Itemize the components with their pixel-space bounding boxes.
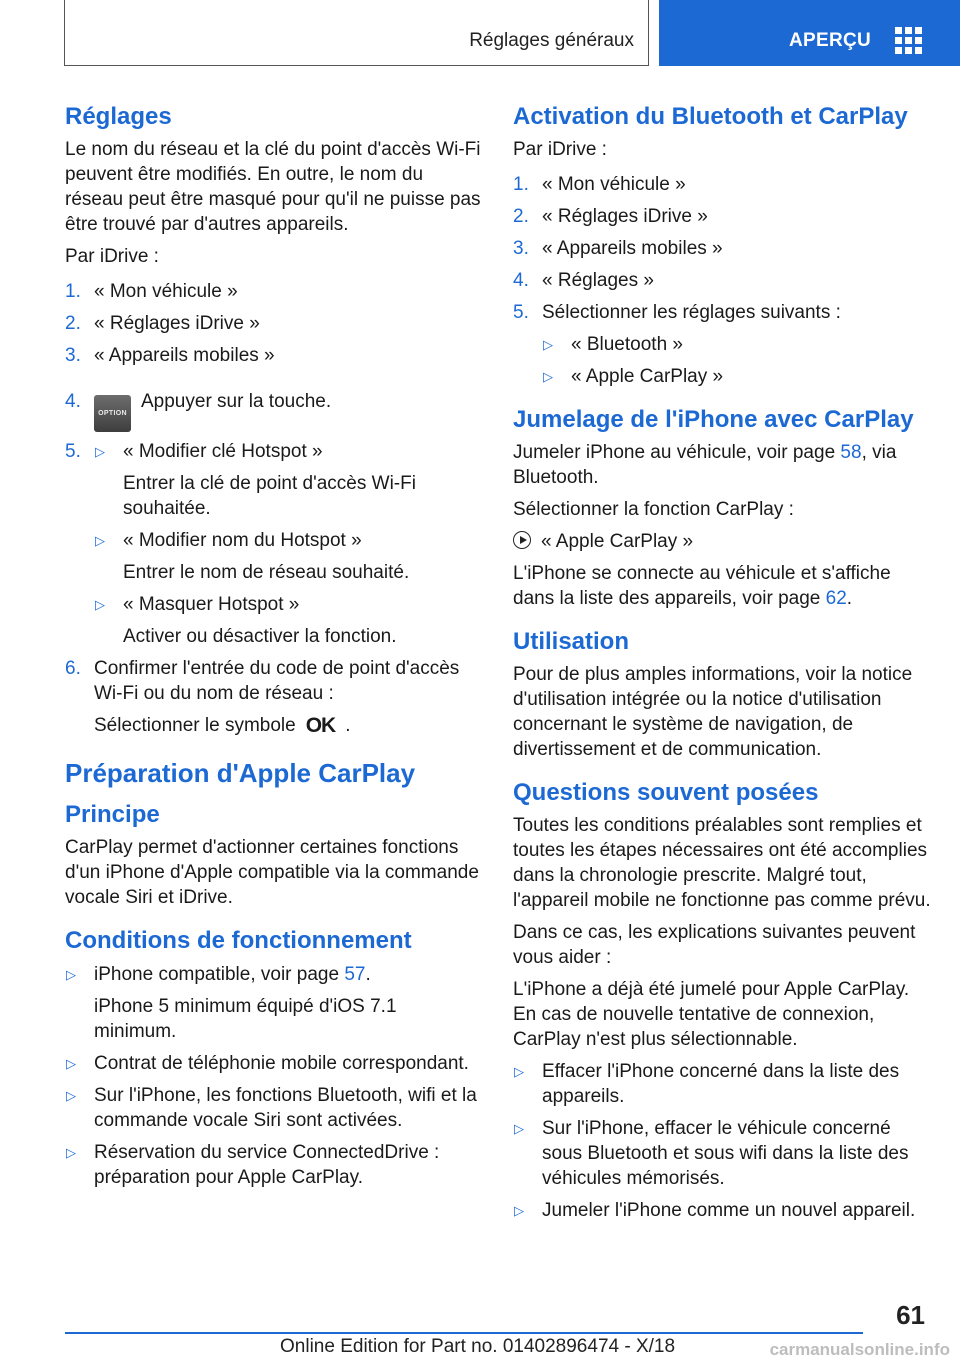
heading-principe: Principe xyxy=(65,801,160,828)
condition-text: iPhone compatible, voir page xyxy=(94,964,345,985)
triangle-bullet-icon: ▷ xyxy=(66,1088,76,1103)
utilisation-text: Pour de plus amples informations, voir la notice d'utilisation intégrée ou la notice d'utilisation concernant le système de navigation, de divertissement et de communication. xyxy=(513,664,913,760)
right-column xyxy=(513,100,933,1230)
heading-carplay: Préparation d'Apple CarPlay xyxy=(65,758,416,788)
heading-utilisation: Utilisation xyxy=(513,628,630,655)
list-item xyxy=(65,279,483,304)
list-item xyxy=(542,364,933,389)
step-text: « Mon véhicule » xyxy=(542,174,686,195)
left-column xyxy=(65,100,483,1197)
faq-text-1: Toutes les conditions préalables sont remplies et toutes les étapes nécessaires ont été accomplies dans la chronologie prescrite. Malgré tout, l'appareil mobile ne fonctionne pas comme prévu. xyxy=(513,815,931,911)
condition-end: . xyxy=(365,964,371,985)
ok-icon: OK xyxy=(305,714,336,737)
step-text: « Réglages » xyxy=(542,270,654,291)
triangle-bullet-icon: ▷ xyxy=(95,533,105,548)
step-number: 5. xyxy=(513,302,529,323)
condition-text: Sur l'iPhone, les fonctions Bluetooth, wifi et la commande vocale Siri sont activées. xyxy=(94,1085,477,1131)
activation-steps xyxy=(513,172,933,389)
triangle-bullet-icon: ▷ xyxy=(95,444,105,459)
step-number: 3. xyxy=(65,345,81,366)
list-item xyxy=(513,1059,933,1109)
step-number: 4. xyxy=(65,391,81,412)
option-label: « Bluetooth » xyxy=(571,334,683,355)
step-text: Confirmer l'entrée du code de point d'accès Wi-Fi ou du nom de réseau : xyxy=(94,658,460,704)
jumelage-select: Sélectionner la fonction CarPlay : xyxy=(513,499,794,520)
page-link[interactable]: 58 xyxy=(840,442,862,463)
step-text: « Mon véhicule » xyxy=(94,281,238,302)
heading-faq: Questions souvent posées xyxy=(513,779,819,806)
triangle-bullet-icon: ▷ xyxy=(66,1056,76,1071)
heading-activation: Activation du Bluetooth et CarPlay xyxy=(513,103,908,130)
reglages-steps xyxy=(65,279,483,738)
list-item xyxy=(94,592,483,649)
heading-reglages: Réglages xyxy=(65,103,172,130)
activation-options xyxy=(542,332,933,389)
triangle-bullet-icon: ▷ xyxy=(543,337,553,352)
triangle-bullet-icon: ▷ xyxy=(66,967,76,982)
step-sub-end: . xyxy=(345,715,351,736)
faq-text-2: Dans ce cas, les explications suivantes peuvent vous aider : xyxy=(513,922,916,968)
option-description: Entrer le nom de réseau souhaité. xyxy=(123,562,410,583)
triangle-bullet-icon: ▷ xyxy=(514,1203,524,1218)
step-number: 4. xyxy=(513,270,529,291)
option-label: « Modifier clé Hotspot » xyxy=(123,441,323,462)
jumelage-text xyxy=(513,440,933,490)
condition-text: Contrat de téléphonie mobile correspondant. xyxy=(94,1053,469,1074)
footer-divider xyxy=(65,1332,863,1334)
page-header xyxy=(0,0,960,66)
reglages-intro: Le nom du réseau et la clé du point d'accès Wi-Fi peuvent être modifiés. En outre, le nom du réseau peut être masqué pour qu'il ne puisse pas être trouvé par d'autres appareils. xyxy=(65,139,481,235)
list-item xyxy=(513,172,933,197)
list-item xyxy=(513,268,933,293)
carplay-label: « Apple CarPlay » xyxy=(541,531,694,552)
conditions-list xyxy=(65,962,483,1190)
step-number: 6. xyxy=(65,658,81,679)
list-item xyxy=(65,656,483,738)
jumelage-text-start: Jumeler iPhone au véhicule, voir page xyxy=(513,442,841,463)
list-item xyxy=(65,1083,483,1133)
list-item xyxy=(65,962,483,1044)
list-item xyxy=(65,311,483,336)
jumelage-text-end: , via Bluetooth. xyxy=(513,442,897,488)
jumelage-carplay-item xyxy=(513,529,933,554)
list-item xyxy=(513,300,933,389)
heading-jumelage: Jumelage de l'iPhone avec CarPlay xyxy=(513,406,914,433)
heading-conditions: Conditions de fonctionnement xyxy=(65,927,412,954)
option-label: « Masquer Hotspot » xyxy=(123,594,300,615)
triangle-bullet-icon: ▷ xyxy=(66,1145,76,1160)
triangle-bullet-icon: ▷ xyxy=(543,369,553,384)
condition-sub: iPhone 5 minimum équipé d'iOS 7.1 minimum. xyxy=(94,996,397,1042)
connect-text-start: L'iPhone se connecte au véhicule et s'affiche dans la liste des appareils, voir page xyxy=(513,563,891,609)
faq-item-text: Effacer l'iPhone concerné dans la liste des appareils. xyxy=(542,1061,900,1107)
par-idrive-left: Par iDrive : xyxy=(65,246,159,267)
principe-text: CarPlay permet d'actionner certaines fonctions d'un iPhone d'Apple compatible via la commande vocale Siri et iDrive. xyxy=(65,837,479,908)
option-label: « Apple CarPlay » xyxy=(571,366,724,387)
step-number: 3. xyxy=(513,238,529,259)
step-number: 1. xyxy=(513,174,529,195)
condition-text: Réservation du service ConnectedDrive : préparation pour Apple CarPlay. xyxy=(94,1142,440,1188)
step-number: 5. xyxy=(65,441,81,462)
list-item xyxy=(65,1051,483,1076)
list-item xyxy=(513,1116,933,1191)
list-item xyxy=(513,1198,933,1223)
option-button-icon: OPTION xyxy=(94,395,131,432)
triangle-bullet-icon: ▷ xyxy=(514,1064,524,1079)
step-number: 2. xyxy=(65,313,81,334)
step-number: 1. xyxy=(65,281,81,302)
step-text: « Appareils mobiles » xyxy=(94,345,275,366)
jumelage-connect xyxy=(513,561,933,611)
option-description: Entrer la clé de point d'accès Wi-Fi souhaitée. xyxy=(123,473,416,519)
list-item xyxy=(65,375,483,432)
grid-icon xyxy=(895,27,921,53)
step-text: « Réglages iDrive » xyxy=(542,206,708,227)
step-text: Appuyer sur la touche. xyxy=(141,391,332,412)
section-title: Réglages généraux xyxy=(469,30,634,51)
step-sub-text: Sélectionner le symbole xyxy=(94,715,296,736)
watermark: carmanualsonline.info xyxy=(769,1340,950,1359)
list-item xyxy=(65,1140,483,1190)
list-item xyxy=(65,343,483,368)
list-item xyxy=(65,439,483,649)
section-tab[interactable] xyxy=(64,0,649,66)
list-item xyxy=(542,332,933,357)
overview-tab[interactable] xyxy=(659,0,960,66)
faq-item-text: Sur l'iPhone, effacer le véhicule concerné sous Bluetooth et sous wifi dans la liste des véhicules mémorisés. xyxy=(542,1118,909,1189)
list-item xyxy=(513,236,933,261)
option-label: « Modifier nom du Hotspot » xyxy=(123,530,362,551)
overview-label: APERÇU xyxy=(789,30,872,51)
list-item xyxy=(94,439,483,521)
page-link[interactable]: 62 xyxy=(825,588,847,609)
step-text: Sélectionner les réglages suivants : xyxy=(542,302,841,323)
par-idrive-right: Par iDrive : xyxy=(513,139,607,160)
connect-text-end: . xyxy=(846,588,853,609)
triangle-bullet-icon: ▷ xyxy=(514,1121,524,1136)
list-item xyxy=(513,204,933,229)
list-item xyxy=(94,528,483,585)
option-description: Activer ou désactiver la fonction. xyxy=(123,626,397,647)
step-number: 2. xyxy=(513,206,529,227)
faq-list xyxy=(513,1059,933,1223)
faq-item-text: Jumeler l'iPhone comme un nouvel appareil. xyxy=(542,1200,916,1221)
faq-text-3: L'iPhone a déjà été jumelé pour Apple CarPlay. En cas de nouvelle tentative de connexion, CarPlay n'est plus sélectionnable. xyxy=(513,979,910,1050)
play-icon xyxy=(513,531,531,549)
step-text: « Réglages iDrive » xyxy=(94,313,260,334)
page-link[interactable]: 57 xyxy=(344,964,366,985)
step5-options xyxy=(94,439,483,649)
edition-text: Online Edition for Part no. 01402896474 - X/18 xyxy=(280,1336,676,1357)
step-text: « Appareils mobiles » xyxy=(542,238,723,259)
triangle-bullet-icon: ▷ xyxy=(95,597,105,612)
page-number: 61 xyxy=(896,1300,925,1330)
step-sub xyxy=(94,713,483,738)
